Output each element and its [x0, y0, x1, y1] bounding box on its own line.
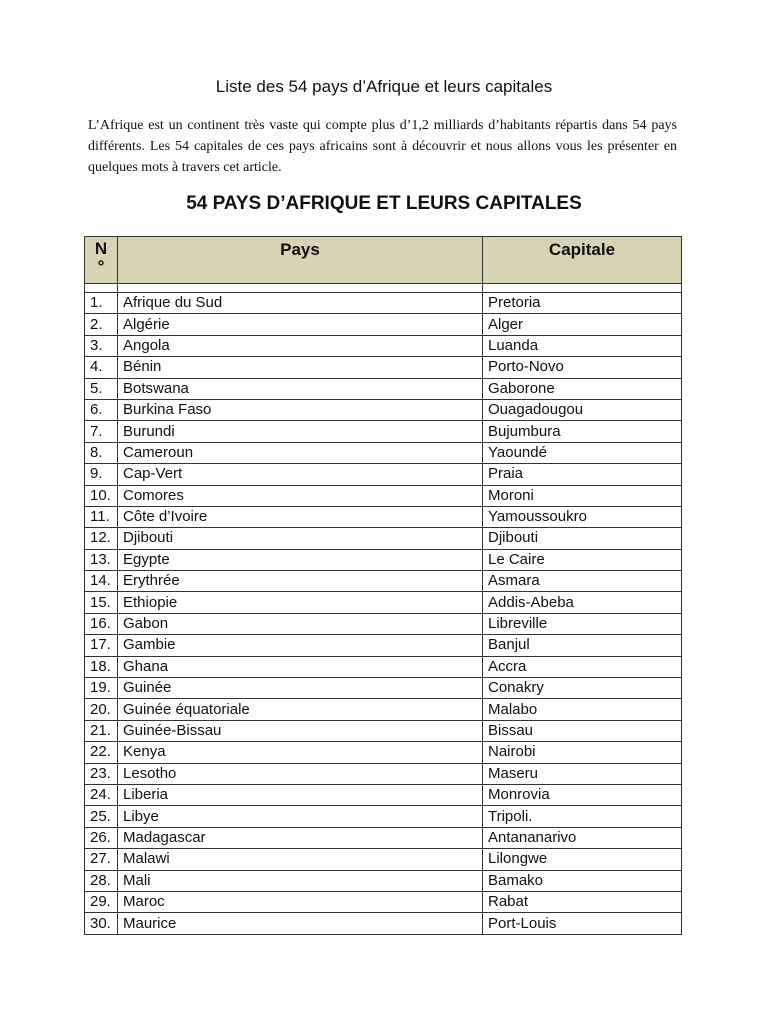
row-number-cell: 13.: [85, 549, 118, 570]
capital-cell: Luanda: [483, 335, 682, 356]
row-number-cell: 15.: [85, 592, 118, 613]
country-cell: Burkina Faso: [118, 399, 483, 420]
document-title: Liste des 54 pays d’Afrique et leurs capitales: [215, 77, 553, 96]
column-header-capitale: [483, 237, 682, 284]
row-number-cell: 30.: [85, 913, 118, 934]
capital-cell: Antananarivo: [483, 827, 682, 848]
country-cell: Kenya: [118, 742, 483, 763]
row-number-cell: 2.: [85, 314, 118, 335]
capital-cell: Le Caire: [483, 549, 682, 570]
table-row: [85, 870, 682, 891]
table-row: [85, 485, 682, 506]
country-cell: Côte d’Ivoire: [118, 506, 483, 527]
row-number-cell: 11.: [85, 506, 118, 527]
capital-cell: Djibouti: [483, 528, 682, 549]
capital-cell: Banjul: [483, 635, 682, 656]
intro-paragraph: L’Afrique est un continent très vaste qui compte plus d’1,2 milliards d’habitants répartis dans 54 pays différents. Les 54 capitales de ces pays africains sont à découvrir et nous allons vous les présenter en quelques mots à travers cet article.: [88, 118, 677, 175]
capital-cell: Rabat: [483, 891, 682, 912]
country-cell: Bénin: [118, 357, 483, 378]
country-cell: Afrique du Sud: [118, 293, 483, 314]
capital-cell: Asmara: [483, 571, 682, 592]
row-number-cell: 5.: [85, 378, 118, 399]
table-row: [85, 335, 682, 356]
table-row: [85, 656, 682, 677]
country-cell: Erythrée: [118, 571, 483, 592]
country-cell: Botswana: [118, 378, 483, 399]
section-heading: 54 PAYS D’AFRIQUE ET LEURS CAPITALES: [186, 193, 582, 214]
capital-cell: Bamako: [483, 870, 682, 891]
column-header-number: [85, 237, 118, 284]
table-row: [85, 378, 682, 399]
country-cell: Guinée: [118, 678, 483, 699]
capital-cell: Bissau: [483, 720, 682, 741]
table-row: [85, 421, 682, 442]
row-number-cell: 12.: [85, 528, 118, 549]
country-cell: Libye: [118, 806, 483, 827]
country-cell: Madagascar: [118, 827, 483, 848]
capital-cell: Maseru: [483, 763, 682, 784]
spacer-cell: [118, 284, 483, 293]
column-header-number-label: N °: [94, 239, 108, 276]
table-body: [85, 284, 682, 935]
row-number-cell: 3.: [85, 335, 118, 356]
row-number-cell: 20.: [85, 699, 118, 720]
table-row: [85, 357, 682, 378]
table-row: [85, 699, 682, 720]
capital-cell: Gaborone: [483, 378, 682, 399]
country-cell: Malawi: [118, 849, 483, 870]
country-cell: Maurice: [118, 913, 483, 934]
table-row: [85, 464, 682, 485]
capital-cell: Tripoli.: [483, 806, 682, 827]
capital-cell: Conakry: [483, 678, 682, 699]
row-number-cell: 21.: [85, 720, 118, 741]
table-row: [85, 720, 682, 741]
table-row: [85, 506, 682, 527]
country-cell: Algérie: [118, 314, 483, 335]
country-cell: Maroc: [118, 891, 483, 912]
capital-cell: Accra: [483, 656, 682, 677]
country-cell: Cap-Vert: [118, 464, 483, 485]
spacer-cell: [85, 284, 118, 293]
row-number-cell: 17.: [85, 635, 118, 656]
capital-cell: Lilongwe: [483, 849, 682, 870]
row-number-cell: 19.: [85, 678, 118, 699]
row-number-cell: 16.: [85, 613, 118, 634]
country-cell: Mali: [118, 870, 483, 891]
country-cell: Gabon: [118, 613, 483, 634]
table-row: [85, 806, 682, 827]
capital-cell: Port-Louis: [483, 913, 682, 934]
row-number-cell: 1.: [85, 293, 118, 314]
capital-cell: Bujumbura: [483, 421, 682, 442]
table-row: [85, 784, 682, 805]
countries-table: [84, 236, 682, 935]
table-row: [85, 635, 682, 656]
row-number-cell: 28.: [85, 870, 118, 891]
country-cell: Burundi: [118, 421, 483, 442]
country-cell: Djibouti: [118, 528, 483, 549]
capital-cell: Yaoundé: [483, 442, 682, 463]
capital-cell: Moroni: [483, 485, 682, 506]
row-number-cell: 7.: [85, 421, 118, 442]
capital-cell: Malabo: [483, 699, 682, 720]
capital-cell: Alger: [483, 314, 682, 335]
table-row: [85, 293, 682, 314]
row-number-cell: 18.: [85, 656, 118, 677]
column-header-pays-label: Pays: [280, 240, 320, 259]
table-row: [85, 399, 682, 420]
country-cell: Liberia: [118, 784, 483, 805]
table-row: [85, 742, 682, 763]
table-row: [85, 442, 682, 463]
table-row: [85, 678, 682, 699]
capital-cell: Addis-Abeba: [483, 592, 682, 613]
row-number-cell: 6.: [85, 399, 118, 420]
table-spacer-row: [85, 284, 682, 293]
row-number-cell: 26.: [85, 827, 118, 848]
table-header-row: [85, 237, 682, 284]
capital-cell: Praia: [483, 464, 682, 485]
table-row: [85, 528, 682, 549]
table-row: [85, 849, 682, 870]
table-row: [85, 891, 682, 912]
table-row: [85, 592, 682, 613]
table-row: [85, 827, 682, 848]
capital-cell: Libreville: [483, 613, 682, 634]
row-number-cell: 22.: [85, 742, 118, 763]
table-row: [85, 913, 682, 934]
row-number-cell: 23.: [85, 763, 118, 784]
capital-cell: Yamoussoukro: [483, 506, 682, 527]
row-number-cell: 14.: [85, 571, 118, 592]
column-header-pays: [118, 237, 483, 284]
table-row: [85, 763, 682, 784]
country-cell: Guinée équatoriale: [118, 699, 483, 720]
row-number-cell: 29.: [85, 891, 118, 912]
country-cell: Comores: [118, 485, 483, 506]
country-cell: Lesotho: [118, 763, 483, 784]
column-header-capitale-label: Capitale: [548, 240, 616, 259]
table-row: [85, 549, 682, 570]
capital-cell: Nairobi: [483, 742, 682, 763]
country-cell: Cameroun: [118, 442, 483, 463]
capital-cell: Pretoria: [483, 293, 682, 314]
country-cell: Ethiopie: [118, 592, 483, 613]
table-row: [85, 613, 682, 634]
table-row: [85, 571, 682, 592]
row-number-cell: 27.: [85, 849, 118, 870]
row-number-cell: 24.: [85, 784, 118, 805]
spacer-cell: [483, 284, 682, 293]
row-number-cell: 25.: [85, 806, 118, 827]
country-cell: Gambie: [118, 635, 483, 656]
country-cell: Guinée-Bissau: [118, 720, 483, 741]
table-row: [85, 314, 682, 335]
country-cell: Angola: [118, 335, 483, 356]
capital-cell: Monrovia: [483, 784, 682, 805]
row-number-cell: 10.: [85, 485, 118, 506]
capital-cell: Porto-Novo: [483, 357, 682, 378]
country-cell: Egypte: [118, 549, 483, 570]
row-number-cell: 8.: [85, 442, 118, 463]
row-number-cell: 4.: [85, 357, 118, 378]
row-number-cell: 9.: [85, 464, 118, 485]
capital-cell: Ouagadougou: [483, 399, 682, 420]
country-cell: Ghana: [118, 656, 483, 677]
